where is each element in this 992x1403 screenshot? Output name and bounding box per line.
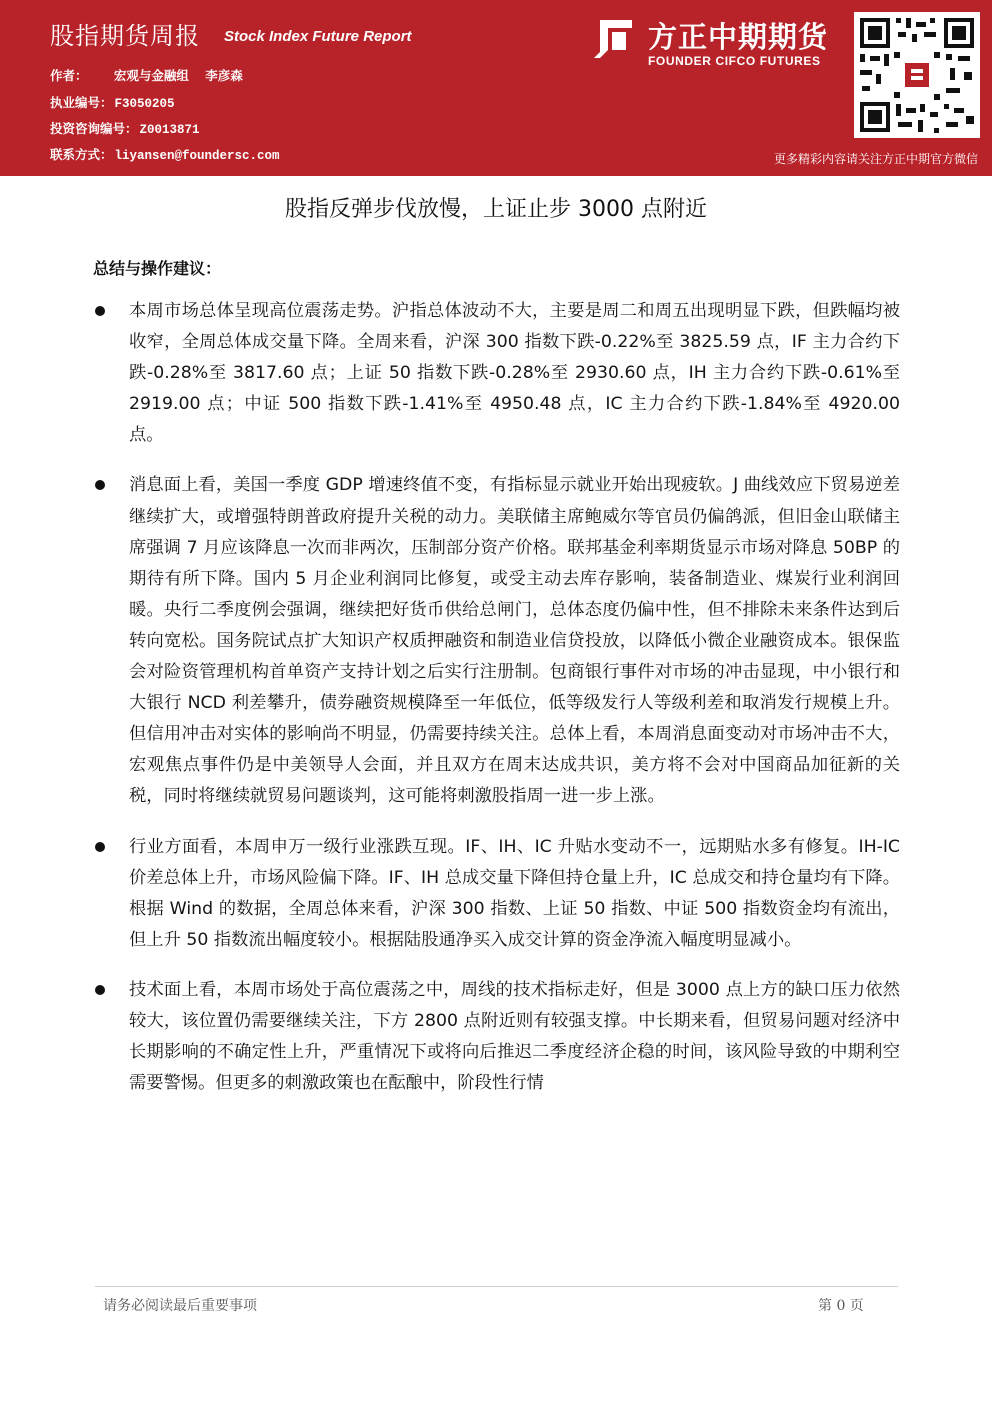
- footer-page-number: 第 0 页: [818, 1298, 864, 1314]
- company-logo-en: FOUNDER CIFCO FUTURES: [648, 54, 821, 68]
- report-title-en: Stock Index Future Report: [224, 28, 412, 45]
- document-title: 股指反弹步伐放慢，上证止步 3000 点附近: [285, 197, 707, 222]
- author-row: [50, 66, 243, 84]
- license-value: F3050205: [114, 97, 175, 111]
- company-logo-cn: 方正中期期货: [648, 20, 829, 54]
- report-title-cn: 股指期货周报: [50, 22, 200, 50]
- advisory-row: [50, 119, 200, 137]
- bullet-text: 行业方面看，本周申万一级行业涨跌互现。IF、IH、IC 升贴水变动不一，远期贴水多有修复。IH-IC 价差总体上升，市场风险偏下降。IF、IH 总成交量下降但持仓量上升，IC 总成交和持仓量均有下降。根据 Wind 的数据，全周总体来看，沪深 300 指数、上证 50 指数、中证 500 指数资金均有流出，但上升 50 指数流出幅度较小。根据陆股通净买入成交计算的资金净流入幅度明显减小。: [129, 836, 900, 950]
- contact-email[interactable]: liyansen@foundersc.com: [114, 149, 280, 163]
- section-heading: 总结与操作建议：: [93, 259, 222, 278]
- bullet-market-overview: [95, 296, 900, 451]
- wechat-qr-code: [854, 12, 980, 138]
- bullet-dot-icon: [95, 480, 105, 490]
- advisory-value: Z0013871: [139, 123, 200, 137]
- footer-divider: [95, 1286, 898, 1287]
- bullet-industry: [95, 832, 900, 956]
- advisory-label: 投资咨询编号：: [50, 121, 138, 136]
- contact-row: [50, 145, 280, 163]
- author-group: 宏观与金融组: [113, 68, 189, 83]
- bullet-text: 本周市场总体呈现高位震荡走势。沪指总体波动不大，主要是周二和周五出现明显下跌，但跌幅均被收窄，全周总体成交量下降。全周来看，沪深 300 指数下跌-0.22%至 3825.59 点，IF 主力合约下跌-0.28%至 3817.60 点；上证 50 指数下跌-0.28%至 2930.60 点，IH 主力合约下跌-0.61%至 2919.00 点；中证 500 指数下跌-1.41%至 4950.48 点，IC 主力合约下跌-1.84%至 4920.00 点。: [129, 301, 900, 446]
- bullet-dot-icon: [95, 306, 105, 316]
- bullet-dot-icon: [95, 842, 105, 852]
- bullet-news: [95, 470, 900, 812]
- license-label: 执业编号：: [50, 95, 113, 110]
- bullet-technical: [95, 975, 900, 1099]
- bullet-text: 消息面上看，美国一季度 GDP 增速终值不变，有指标显示就业开始出现疲软。J 曲线效应下贸易逆差继续扩大，或增强特朗普政府提升关税的动力。美联储主席鲍威尔等官员仍偏鸽派，但旧金山联储主席强调 7 月应该降息一次而非两次，压制部分资产价格。联邦基金利率期货显示市场对降息 50BP 的期待有所下降。国内 5 月企业利润同比修复，或受主动去库存影响，装备制造业、煤炭行业利润回暖。央行二季度例会强调，继续把好货币供给总闸门，总体态度仍偏中性，但不排除未来条件达到后转向宽松。国务院试点扩大知识产权质押融资和制造业信贷投放，以降低小微企业融资成本。银保监会对险资管理机构首单资产支持计划之后实行注册制。包商银行事件对市场的冲击显现，中小银行和大银行 NCD 利差攀升，债券融资规模降至一年低位，低等级发行人等级利差和取消发行规模上升。但信用冲击对实体的影响尚不明显，仍需要持续关注。总体上看，本周消息面变动对市场冲击不大，宏观焦点事件仍是中美领导人会面，并且双方在周末达成共识，美方将不会对中国商品加征新的关税，同时将继续就贸易问题谈判，这可能将刺激股指周一进一步上涨。: [129, 475, 900, 807]
- founder-logo-icon: [590, 16, 636, 62]
- author-name: 李彦森: [205, 68, 243, 83]
- author-label: 作者：: [50, 68, 88, 83]
- bullet-text: 技术面上看，本周市场处于高位震荡之中，周线的技术指标走好，但是 3000 点上方的缺口压力依然较大，该位置仍需要继续关注，下方 2800 点附近则有较强支撑。中长期来看，但贸易问题对经济中长期影响的不确定性上升，严重情况下或将向后推迟二季度经济企稳的时间，该风险导致的中期利空需要警惕。但更多的刺激政策也在酝酿中，阶段性行情: [129, 979, 900, 1094]
- wechat-follow-note: 更多精彩内容请关注方正中期官方微信: [773, 152, 978, 166]
- bullet-dot-icon: [95, 985, 105, 995]
- summary-bullet-list: [95, 296, 900, 1118]
- license-row: [50, 93, 175, 111]
- report-header: [0, 0, 992, 176]
- contact-label: 联系方式：: [50, 147, 113, 162]
- footer-notice: 请务必阅读最后重要事项: [103, 1298, 257, 1314]
